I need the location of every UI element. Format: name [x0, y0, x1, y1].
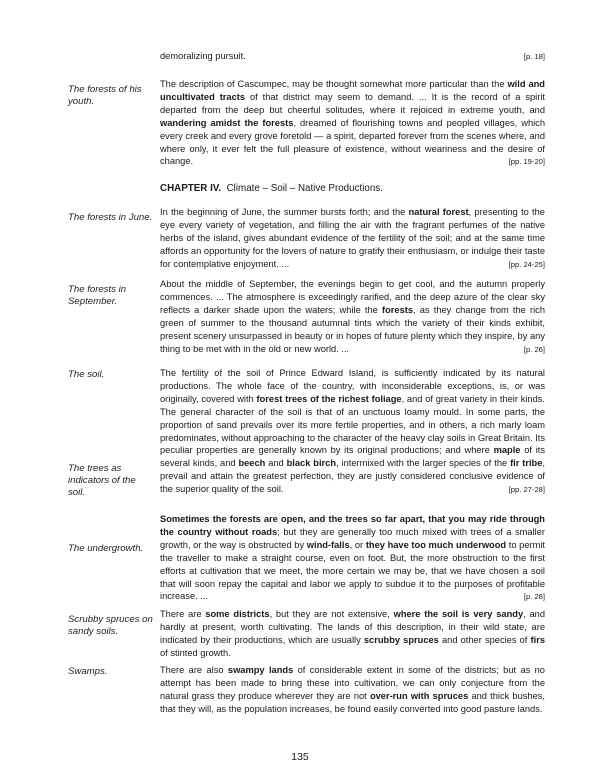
emphasized-text: Sometimes the forests are open, and the trees so far apart, that you may ride through the country without roads: [160, 514, 545, 537]
text-segment: The fertility of the soil of Prince Edward Island, is sufficiently indicated by its natural productions. The whole face of the country, with inconsiderable exceptions, is, or was originally, covered with: [160, 368, 545, 404]
text-segment: to permit the traveller to make a straight course, even on foot. But, the more obstruction to the first efforts at cultivation that we meet, the more certain we may be, that we have chosen a soil that will soon repay the capital and labor we apply to subdue it to the purposes of profitable increase. ...: [160, 539, 545, 602]
margin-note: The trees as indicators of the soil.: [68, 463, 136, 498]
text-segment: demoralizing pursuit.: [160, 51, 246, 61]
margin-note: The soil.: [68, 369, 105, 380]
page-reference: [pp. 24-25]: [508, 259, 545, 269]
text-segment: There are: [160, 609, 206, 619]
page-reference-wrap: [518, 590, 545, 604]
page-reference-wrap: [503, 258, 545, 272]
page-reference: [pp. 19-20]: [508, 157, 545, 167]
margin-note: The forests in June.: [68, 212, 153, 223]
passage-text: [160, 367, 545, 497]
margin-note: Scrubby spruces on sandy soils.: [68, 614, 153, 637]
text-segment: and thick bushes, that they will, as the population increases, be found easily converted into good pasture lands.: [160, 690, 545, 714]
text-segment: , and hardly at present, worth cultivating. The lands of this description, in their wild state, are indicated by their productions, which are usually: [160, 609, 546, 645]
emphasized-text: fir tribe: [510, 458, 543, 469]
passage-text: [160, 513, 545, 604]
emphasized-text: over-run with spruces: [369, 690, 469, 701]
page-reference-wrap: [518, 50, 545, 64]
text-segment: and: [265, 458, 287, 469]
margin-note: The forests in September.: [68, 284, 127, 307]
text-segment: , as they change from the rich green of summer to the thousand autumnal tints which the variety of their kinds exhibit, present scenery unsurpassed in beauty or in hopes of future plenty which they inspire, by any thing to be met with in the old or new world. ...: [160, 304, 545, 354]
text-segment: of its several kinds, and: [160, 445, 546, 469]
text-segment: ; but they are generally too much mixed with trees of a smaller growth, or the way is obstructed by: [160, 526, 545, 550]
emphasized-text: forests: [382, 304, 414, 315]
page-reference: [p. 26]: [523, 344, 545, 354]
emphasized-text: some districts: [205, 609, 270, 619]
emphasized-text: wind-falls: [306, 539, 350, 550]
emphasized-text: wandering amidst the forests: [160, 117, 294, 128]
page-reference-wrap: [518, 343, 545, 357]
margin-note: The forests of his youth.: [68, 84, 142, 107]
emphasized-text: firs: [530, 634, 545, 645]
passage-text: [160, 78, 545, 169]
passage-text: [160, 608, 545, 660]
page-reference: [pp. 27-28]: [508, 485, 545, 495]
chapter-label: CHAPTER IV.: [160, 183, 222, 194]
text-segment: There are also: [160, 665, 228, 675]
text-segment: , and of great variety in their kinds. The general character of the soil is that of an unctuous loamy mould. In some parts, the proportion of sand prevails over its more fertile properties, and in others, a rich marly loam predominates, without approaching to the character of the heavy clay soils in Great Britain. Its peculiar properties are generally known by its original productions; and where: [160, 393, 545, 456]
passage-text: [160, 50, 545, 64]
emphasized-text: they have too much underwood: [365, 539, 507, 550]
emphasized-text: swampy lands: [227, 665, 294, 675]
emphasized-text: black birch: [286, 458, 337, 469]
text-segment: of considerable extent in some of the districts; but as no attempt has been made to bring these into cultivation, we can only conjecture from the natural grass they produce wherever they are not: [160, 665, 545, 701]
emphasized-text: where the soil is very sandy: [393, 609, 524, 619]
emphasized-text: natural forest: [408, 207, 469, 217]
text-segment: The description of Cascumpec, may be thought somewhat more particular than the: [160, 79, 508, 89]
emphasized-text: forest trees of the richest foliage: [256, 393, 402, 404]
passage-text: [160, 664, 545, 716]
emphasized-text: beech: [238, 458, 266, 469]
text-segment: of stinted growth.: [160, 647, 231, 658]
margin-note: Swamps.: [68, 666, 108, 677]
emphasized-text: maple: [493, 445, 521, 456]
text-segment: and other species of: [438, 634, 531, 645]
text-segment: , intermixed with the larger species of the: [336, 458, 511, 469]
page-reference: [p. 28]: [523, 592, 545, 602]
text-segment: In the beginning of June, the summer bursts forth; and the: [160, 207, 409, 217]
emphasized-text: scrubby spruces: [363, 634, 439, 645]
page-reference-wrap: [503, 483, 545, 497]
text-segment: , or: [349, 539, 366, 550]
chapter-heading: [160, 183, 383, 194]
page-reference-wrap: [503, 155, 545, 169]
text-segment: , presenting to the eye every variety of vegetation, and filling the air with the fragrant perfumes of the native herbs of the island, gives abundant evidence of the fertility of the soil; and at the same time affords an opportunity for the lovers of nature to gratify their enthusiasm, or indulge their taste for contemplative enjoyment. ...: [160, 207, 545, 269]
passage-text: [160, 206, 545, 272]
page-number: 135: [291, 751, 309, 763]
text-segment: , prevail and attain the greatest perfection, they are justly considered conclusive evidence of the superior quality of the soil.: [160, 458, 545, 495]
page-reference: [p. 18]: [523, 52, 545, 61]
text-segment: , dreamed of flourishing towns and peopled villages, which every creek and every grove foretold — a spirit, departed forever from the scenes where, and where only, it ever felt the full pleasure of existence, without weariness and the desire of change.: [160, 117, 545, 167]
text-segment: , but they are not extensive,: [269, 609, 394, 619]
emphasized-text: wild and uncultivated tracts: [160, 79, 545, 102]
chapter-title: Climate – Soil – Native Productions.: [226, 183, 383, 194]
text-segment: About the middle of September, the evenings begin to get cool, and the autumn properly commences. ... The atmosphere is exceedingly rarified, and the deep azure of the clear sky reflects a darker shade upon the waters; while the: [160, 279, 545, 315]
margin-note: The undergrowth.: [68, 543, 144, 554]
text-segment: of that district may seem to demand. ... It is the record of a spirit departed from the deep but cheerful solitudes, where it rejoiced in extreme youth, and: [160, 91, 545, 115]
passage-text: [160, 278, 545, 356]
